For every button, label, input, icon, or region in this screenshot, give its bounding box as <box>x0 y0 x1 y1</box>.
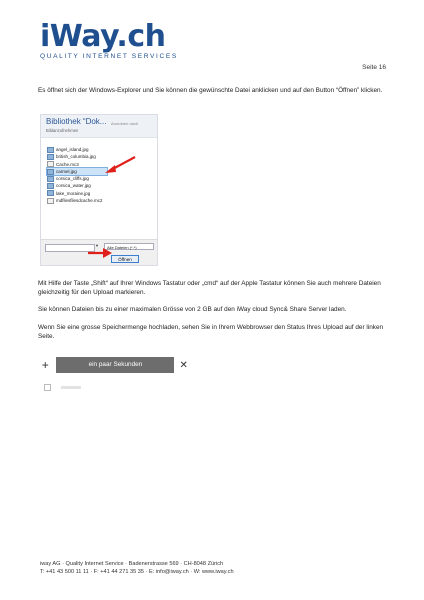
placeholder-line <box>61 386 81 389</box>
upload-progress-bar: ein paar Sekunden <box>56 357 174 373</box>
file-name: carmel.jpg <box>56 168 77 174</box>
file-item[interactable] <box>47 190 107 197</box>
document-file-icon <box>47 161 54 167</box>
image-file-icon <box>47 154 54 160</box>
red-arrow-file-icon <box>103 155 137 175</box>
explorer-subtitle: Bildanzufnehmen <box>46 128 79 133</box>
chevron-down-icon[interactable]: ▼ <box>95 243 99 248</box>
explorer-file-list <box>47 146 107 204</box>
paragraph-multi-select: Mit Hilfe der Taste „Shift“ auf Ihrer Windows Tastatur oder „cmd“ auf der Apple Tastatur können Sie auch mehrere Dateien gleichzeitig für den Upload markieren. <box>38 280 381 297</box>
footer-contact: T: +41 43 500 11 11 · F: +41 44 271 35 35 · E: info@iway.ch · W: www.iway.ch <box>40 569 234 575</box>
red-arrow-button-icon <box>87 246 113 260</box>
footer-address: iway AG · Quality Internet Service · Badenerstrasse 569 · CH-8048 Zürich <box>40 561 224 567</box>
file-name: corsica_water.jpg <box>56 183 91 189</box>
file-name: lake_moraine.jpg <box>56 190 91 196</box>
file-name: mdfilesfilesdcache.mc2 <box>56 198 103 204</box>
upload-list-row <box>44 384 81 391</box>
plus-icon[interactable]: + <box>41 358 49 372</box>
checkbox-icon[interactable] <box>44 384 51 391</box>
paragraph-max-size: Sie können Dateien bis zu einer maximalen Grösse von 2 GB auf den iWay cloud Sync& Share Server laden. <box>38 306 347 313</box>
file-name: corsica_cliffs.jpg <box>56 176 89 182</box>
file-name: Cache.mc3 <box>56 161 79 167</box>
logo-tagline: QUALITY INTERNET SERVICES <box>40 53 178 60</box>
logo-wordmark: iWay.ch <box>40 19 166 54</box>
iway-logo <box>40 19 178 60</box>
image-file-icon <box>47 190 54 196</box>
file-item[interactable] <box>47 175 107 182</box>
image-file-icon <box>47 176 54 182</box>
file-item[interactable] <box>47 197 107 204</box>
explorer-view-label: Anordnen nach <box>111 121 139 126</box>
explorer-screenshot <box>40 114 158 266</box>
image-file-icon <box>47 183 54 189</box>
page-number: Seite 16 <box>362 64 386 71</box>
file-item[interactable] <box>47 182 107 189</box>
file-item[interactable] <box>47 153 107 160</box>
file-item[interactable] <box>47 168 107 175</box>
file-type-filter[interactable]: Alle Dateien (*.*) <box>104 243 154 250</box>
explorer-title: Bibliothek “Dok... <box>46 117 107 126</box>
close-icon[interactable]: ✕ <box>179 359 188 371</box>
explorer-header <box>41 115 157 138</box>
file-item[interactable] <box>47 161 107 168</box>
upload-status-widget <box>38 355 190 375</box>
file-name: angel_island.jpg <box>56 147 89 152</box>
image-file-icon <box>47 169 54 175</box>
file-name: british_columbia.jpg <box>56 154 96 160</box>
paragraph-upload-status: Wenn Sie eine grosse Speichermenge hochladen, sehen Sie in Ihrem Webbrowser den Status Ihres Upload auf der linken Seite. <box>38 324 384 341</box>
paragraph-open-explorer: Es öffnet sich der Windows-Explorer und Sie können die gewünschte Datei anklicken und auf den Button “Öffnen” klicken. <box>38 87 383 94</box>
file-item[interactable] <box>47 146 107 153</box>
image-file-icon <box>47 147 54 153</box>
document-file-icon <box>47 198 54 204</box>
open-button[interactable]: Öffnen <box>111 255 139 263</box>
page-footer <box>40 560 234 576</box>
